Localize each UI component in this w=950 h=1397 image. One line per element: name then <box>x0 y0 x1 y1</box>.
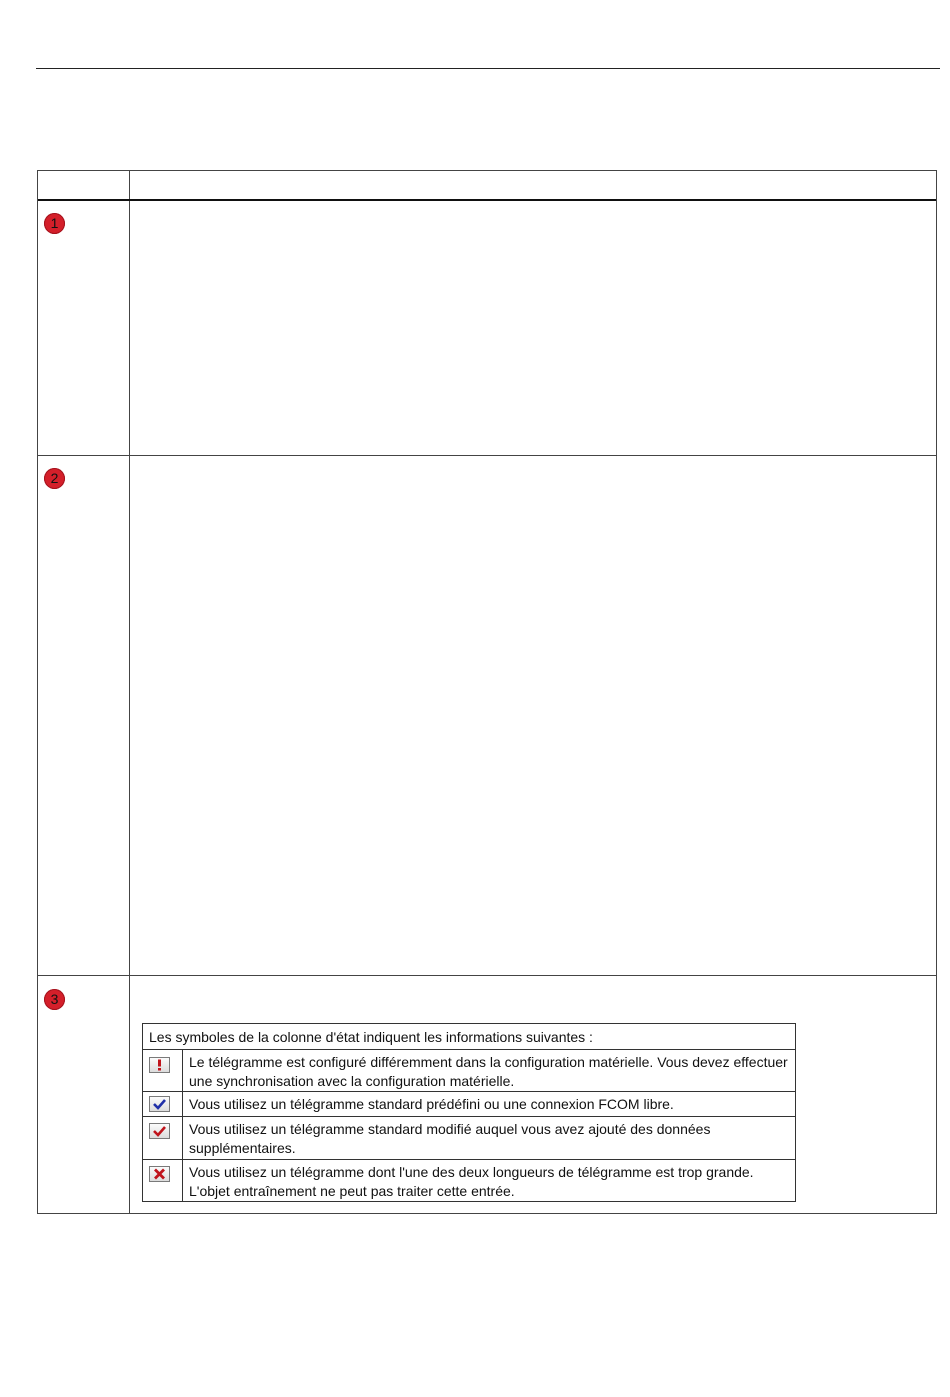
blue-checkmark-icon <box>149 1096 170 1112</box>
steps-table <box>37 170 937 1214</box>
row-divider-2 <box>38 975 936 976</box>
legend-text: Le télégramme est configuré différemment dans la configuration matérielle. Vous devez effectuer une synchronisation avec la configuration matérielle. <box>189 1054 788 1089</box>
legend-row <box>143 1117 795 1160</box>
warning-exclamation-icon <box>149 1057 170 1073</box>
legend-row <box>143 1092 795 1117</box>
table-header-rule <box>38 199 936 201</box>
row-divider-1 <box>38 455 936 456</box>
header-rule <box>36 68 940 69</box>
legend-text: Vous utilisez un télégramme dont l'une des deux longueurs de télégramme est trop grande. L'objet entraînement ne peut pas traiter cette entrée. <box>189 1164 754 1199</box>
red-cross-icon <box>149 1166 170 1182</box>
legend-text: Vous utilisez un télégramme standard prédéfini ou une connexion FCOM libre. <box>189 1096 674 1112</box>
red-checkmark-icon <box>149 1123 170 1139</box>
legend-row <box>143 1050 795 1092</box>
step-3-badge: 3 <box>44 989 65 1010</box>
status-legend <box>142 1023 796 1202</box>
step-1-badge: 1 <box>44 213 65 234</box>
column-divider <box>129 171 130 1213</box>
legend-text: Vous utilisez un télégramme standard modifié auquel vous avez ajouté des données supplémentaires. <box>189 1121 711 1156</box>
legend-row <box>143 1160 795 1201</box>
step-2-badge: 2 <box>44 468 65 489</box>
legend-heading: Les symboles de la colonne d'état indiquent les informations suivantes : <box>143 1024 795 1050</box>
